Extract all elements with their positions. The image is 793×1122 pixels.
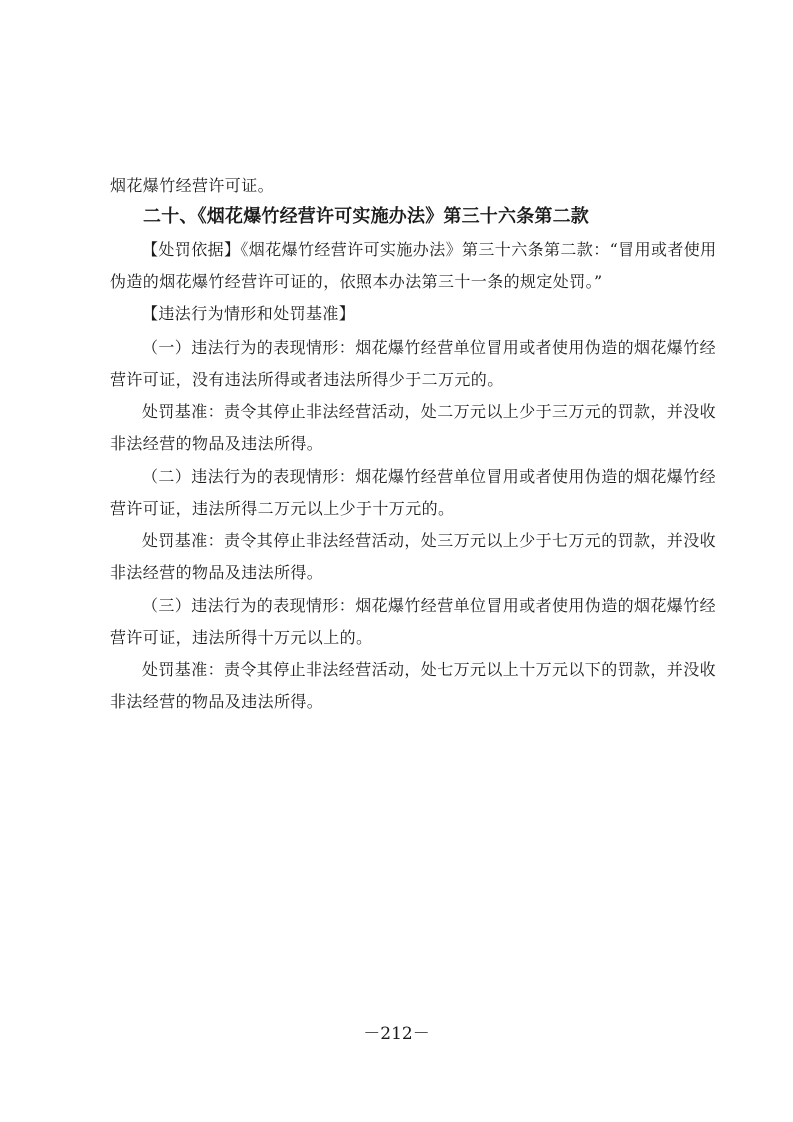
case-2-standard-line: 非法经营的物品及违法所得。 [110, 563, 324, 582]
case-3-standard-line: 处罚基准：责令其停止非法经营活动，处七万元以上十万元以下的罚款，并没收 [142, 660, 717, 679]
case-3-line: 营许可证，违法所得十万元以上的。 [110, 628, 373, 647]
paragraph-line: 烟花爆竹经营许可证。 [110, 176, 275, 195]
penalty-basis-line: 伪造的烟花爆竹经营许可证的，依照本办法第三十一条的规定处罚。” [110, 272, 603, 291]
case-1-line: （一）违法行为的表现情形：烟花爆竹经营单位冒用或者使用伪造的烟花爆竹经 [142, 338, 717, 357]
case-1-standard-line: 非法经营的物品及违法所得。 [110, 434, 324, 453]
case-1-line: 营许可证，没有违法所得或者违法所得少于二万元的。 [110, 370, 504, 389]
case-3-standard-line: 非法经营的物品及违法所得。 [110, 692, 324, 711]
subsection-label: 【违法行为情形和处罚基准】 [142, 304, 356, 323]
case-1-standard-line: 处罚基准：责令其停止非法经营活动，处二万元以上少于三万元的罚款，并没收 [142, 402, 717, 421]
case-3-line: （三）违法行为的表现情形：烟花爆竹经营单位冒用或者使用伪造的烟花爆竹经 [142, 596, 717, 615]
case-2-line: 营许可证，违法所得二万元以上少于十万元的。 [110, 499, 455, 518]
page-number: －212－ [363, 1024, 430, 1044]
penalty-basis-line: 【处罚依据】《烟花爆竹经营许可实施办法》第三十六条第二款：“冒用或者使用 [142, 240, 717, 259]
case-2-standard-line: 处罚基准：责令其停止非法经营活动，处三万元以上少于七万元的罚款，并没收 [142, 531, 717, 550]
section-heading: 二十、《烟花爆竹经营许可实施办法》第三十六条第二款 [143, 206, 589, 227]
case-2-line: （二）违法行为的表现情形：烟花爆竹经营单位冒用或者使用伪造的烟花爆竹经 [142, 467, 717, 486]
